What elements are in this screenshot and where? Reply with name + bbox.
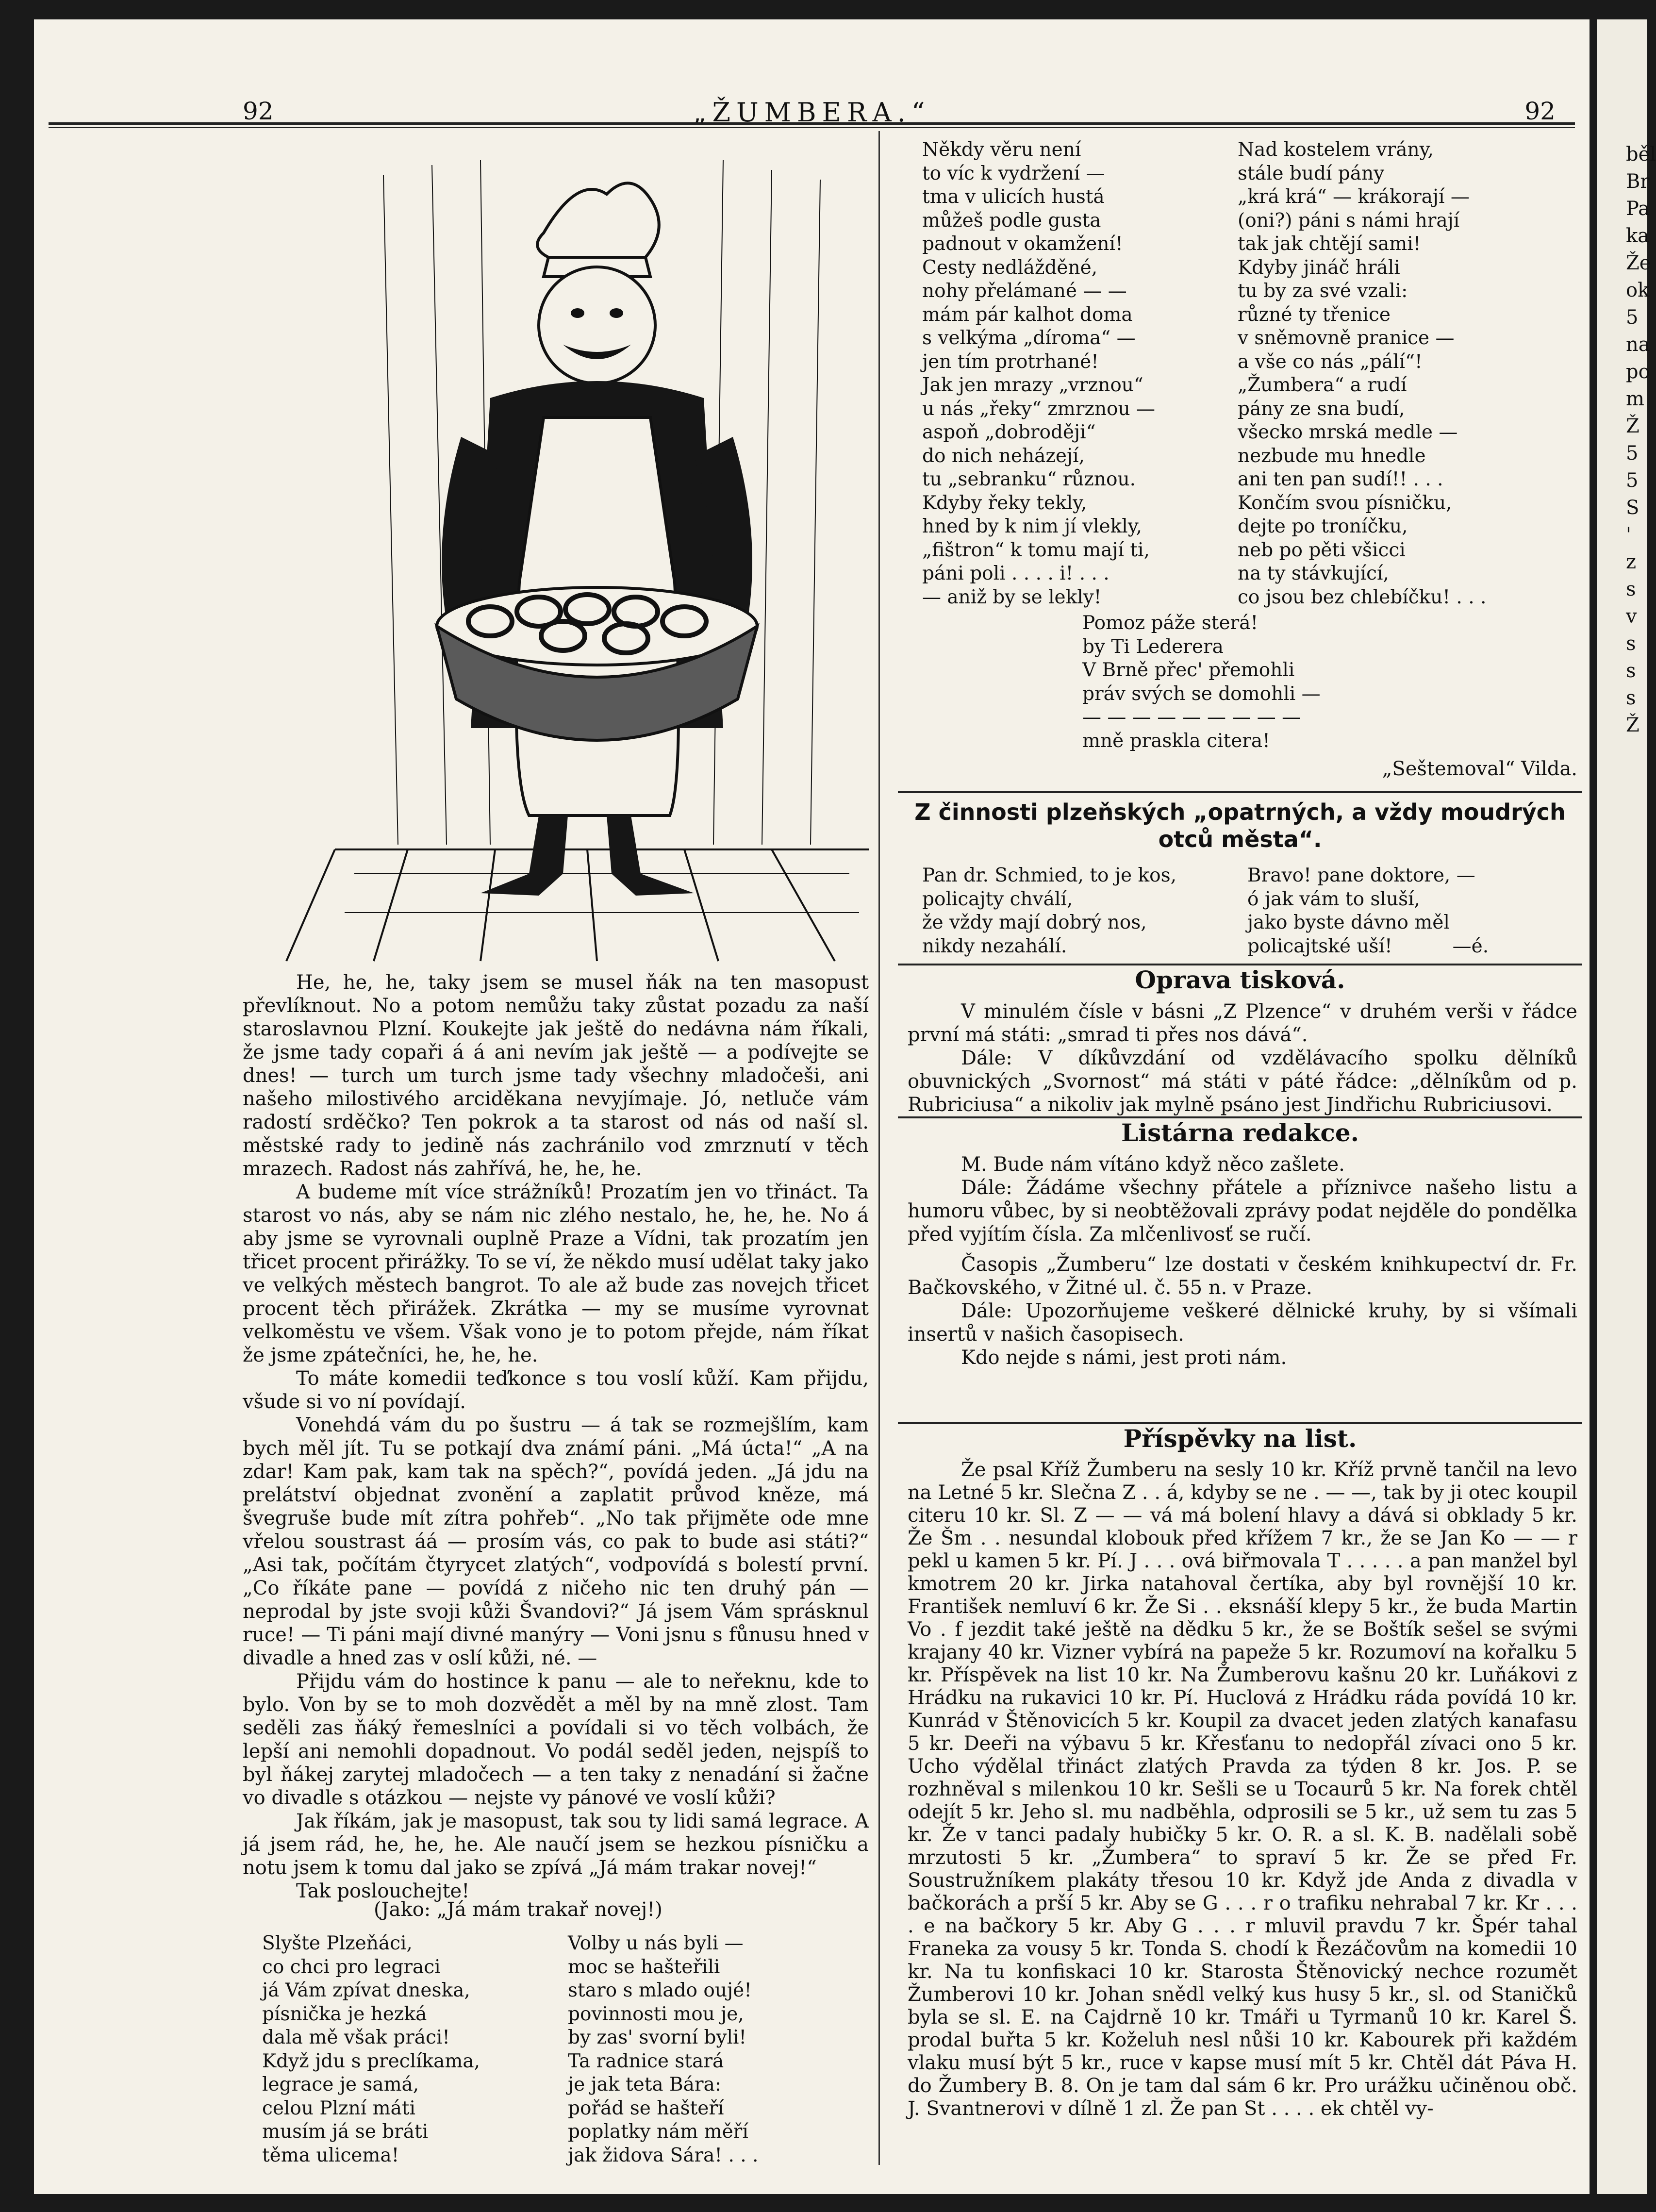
next-page-fragment: běl Br Pa ka Že ok 5 na po m Ž 5 5 S ' z s v s s s Ž: [1626, 143, 1656, 736]
left-column-article: [243, 971, 869, 1903]
section-prispevky-body: [908, 1459, 1577, 2120]
section-title-listarna: Listárna redakce.: [1121, 1118, 1359, 1147]
listarna-paragraph: M. Bude nám vítáno když něco zašlete.: [961, 1153, 1345, 1176]
page-number-left: 92: [243, 97, 274, 125]
listarna-paragraph: Dále: Upozorňujeme veškeré dělnické kruhy, by si všímali insertů v našich časopisech.: [908, 1300, 1577, 1346]
article-paragraph: To máte komedii teďkonce s tou voslí kůží. Kam přijdu, všude si vo ní povídají.: [243, 1367, 869, 1413]
newspaper-page: [34, 19, 1590, 2194]
poem-signature: „Seštemoval“ Vilda.: [1382, 758, 1577, 780]
section-listarna-body: [908, 1153, 1577, 1369]
poem-column-1: Někdy věru není to víc k vydržení — tma v ulicích hustá můžeš podle gusta padnout v okamžení! Cesty nedlážděné, nohy přelámané — — mám pár kalhot doma s velkýma „díroma“ — jen tím protrhané! Jak jen mrazy „vrznou“ u nás „řeky“ zmrznou — aspoň „dobroději“ do nich neházejí, tu „sebranku“ různou. Kdyby řeky tekly, hned by k nim jí vlekly, „fištron“ k tomu mají ti, páni poli . . . . i! . . . — aniž by se lekly!: [922, 139, 1156, 608]
article-paragraph: Vonehdá vám du po šustru — á tak se rozmejšlím, kam bych měl jít. Tu se potkají dva známí páni. „Má úcta!“ „A na zdar! Kam pak, kam tak na spěch?“, povídá jeden. „Já jdu na prelátství objednat zvonění a zaplatit průvod kněze, má švegruše bude mít zítra pohřeb“. „No tak přijměte ode mne vřelou soustrast áá — prosím vás, co pak to bude asi státi?“ „Asi tak, počítám čtyrycet zlatých“, vodpovídá s bolestí první. „Co říkáte pane — povídá z ničeho nic ten druhý pán — neprodal by jste svoji kůži Švandovi?“ Já jsem Vám sprásknul ruce! — Ti páni mají divné manýry — Voni jsnu s fůnusu hned v divadle a hned zas v oslí kůži, né. —: [243, 1414, 869, 1669]
listarna-paragraph: Časopis „Žumberu“ lze dostati v českém knihkupectví dr. Fr. Bačkovského, v Žitné ul. č. 55 n. v Praze.: [908, 1253, 1577, 1299]
poem-tail: Pomoz páže sterá! by Ti Lederera V Brně přec' přemohli práv svých se domohli — — — — — — — — — — mně praskla citera!: [1082, 612, 1321, 752]
prispevky-paragraph: Že psal Kříž Žumberu na sesly 10 kr. Kříž prvně tančil na levo na Letné 5 kr. Slečna Z . . á, kdyby se ne . — —, tak by ji otec koupil citeru 10 kr. Sl. Z — — vá má bolení hlavy a dává si obklady 5 kr. Že Šm . . nesundal klobouk před křížem 7 kr., že se Jan Ko — — r pekl u kamen 5 kr. Pí. J . . . ová biřmovala T . . . . . a pan manžel byl kmotrem 20 kr. Jirka natahoval čertíka, aby byl rovnější 10 kr. František nemluví 6 kr. Že Si . . eksnáší klepy 5 kr., že buda Martin Vo . f jezdit také ještě na dědku 5 kr., že se Boštík sešel se svými krajany 40 kr. Vizner vybírá na papeže 5 kr. Rozumoví na kořalku 5 kr. Příspěvek na list 10 kr. Na Žumberovu kašnu 20 kr. Luňákovi z Hrádku na rukavici 10 kr. Pí. Huclová z Hrádku ráda povídá 10 kr. Kunrád v Štěnovicích 5 kr. Koupil za dvacet jeden zlatých kanafasu 5 kr. Deeři na výbavu 5 kr. Křesťanu to nedopřál zívaci ono 5 kr. Ucho výdělal třináct zlatých Pravda za týden 8 kr. Jos. P. se rozhněval s milenkou 10 kr. Sešli se u Tocaurů 5 kr. Na forek chtěl odejít 5 kr. Jeho sl. mu nadběhla, odprosili se 5 kr., už sem tu zas 5 kr. Že v tanci padaly hubičky 5 kr. O. R. a sl. K. B. nadělali sobě mrzutosti 5 kr. „Žumbera“ to spraví 5 kr. Že se před Fr. Soustružníkem plakáty třesou 10 kr. Když jde Anda z divadla v bačkorách a prší 5 kr. Aby se G . . . r o trafiku nehrabal 7 kr. Kr . . . . e na bačkory 5 kr. Aby G . . . r mluvil pravdu 7 kr. Špér tahal Franeka za vousy 5 kr. Tonda S. chodí k Řezáčovům na komedii 10 kr. Na tu konfiskaci 10 kr. Starosta Štěnovický nechce rozumět Žumberovi 10 kr. Johan snědl velký kus husy 5 kr., sl. od Staničků byla se sl. E. na Cajdrně 10 kr. Tmáři u Tyrmanů 10 kr. Karel Š. prodal buřta 5 kr. Koželuh nesl nůši 10 kr. Kabourek při každém vlaku musí být 5 kr., ruce v kapse musí mít 5 kr. Chtěl dát Páva H. do Žumbery B. 8. On je tam dal sám 6 kr. Pro urážku učiněnou obč. J. Svantnerovi v dílně 1 zl. Že pan St . . . . ek chtěl vy-: [908, 1459, 1577, 2120]
article-paragraph: A budeme mít více strážníků! Prozatím jen vo třináct. Ta starost vo nás, aby se nám nic zlého nestalo, he, he, he. No á aby jsme se vyrovnali ouplně Praze a Vídni, tak prozatím jen třicet procent přirážky. To se ví, že někdo musí udělat taky jako ve velkých městech bangrot. To ale až bude zas novejch třicet procent těch přirážek. Zkrátka — my se musíme vyrovnat velkoměstu ve všem. Však vono je to potom přejde, nám říkat že jsme zpátečníci, he, he, he.: [243, 1181, 869, 1366]
header-rule: [49, 122, 1575, 125]
oprava-paragraph: V minulém čísle v básni „Z Plzence“ v druhém verši v řádce první má státi: „smrad ti přes nos dává“.: [908, 1000, 1577, 1046]
article-paragraph: He, he, he, taky jsem se musel ňák na ten masopust převlíknout. No a potom nemůžu taky zůstat pozadu za naší staroslavnou Plzní. Koukejte jak ještě do nedávna nám říkali, že jsme tady copaři á á ani nevím jak ještě — a podívejte se dnes! — turch um turch jsme tady všechny mladočeši, ani našeho milostivého arciděkana nevyjímaje. Jó, netluče vám radostí srděčko? Ten pokrok a ta starost od nás od naší sl. městské rady to jedině nás zachránilo vod zmrznutí v těch mrazech. Radost nás zahřívá, he, he, he.: [243, 971, 869, 1180]
header-rule-thin: [49, 127, 1575, 128]
baker-illustration: [335, 146, 869, 961]
listarna-paragraph: Dále: Žádáme všechny přátele a příznivce našeho listu a humoru vůbec, by si neobtěžovali zprávy podat nejděle do pondělka před vyjítím čísla. Za mlčenlivosť se ručí.: [908, 1177, 1577, 1246]
section-oprava-body: [908, 1000, 1577, 1116]
baker-drawing: [335, 146, 869, 961]
section-title-plzen: Z činnosti plzeňských „opatrných, a vždy moudrých otců města“.: [914, 799, 1566, 852]
masthead-title: „ŽUMBERA.“: [693, 97, 931, 128]
song-tune-line: (Jako: „Já mám trakař novej!): [374, 1898, 662, 1921]
poem-column-2: Nad kostelem vrány, stále budí pány „krá krá“ — krákorají — (oni?) páni s námi hrají tak jak chtějí sami! Kdyby jináč hráli tu by za své vzali: různé ty třenice v sněmovně pranice — a vše co nás „pálí“! „Žumbera“ a rudí pány ze sna budí, všecko mrská medle — nezbude mu hnedle ani ten pan sudí!! . . . Končím svou písničku, dejte po troníčku, neb po pěti všicci na ty stávkující, co jsou bez chlebíčku! . . .: [1238, 139, 1487, 608]
article-paragraph: Tak poslouchejte!: [296, 1880, 470, 1902]
section-title-prispevky: Příspěvky na list.: [1123, 1424, 1357, 1453]
page-number-right: 92: [1524, 97, 1556, 125]
column-divider: [878, 131, 880, 2165]
song-verse-left: Slyšte Plzeňáci, co chci pro legraci já Vám zpívat dneska, písnička je hezká dala mě však práci! Když jdu s preclíkama, legrace je samá, celou Plzní máti musím já se bráti těma ulicema!: [262, 1932, 480, 2166]
section-divider: [898, 791, 1582, 793]
article-paragraph: Jak říkám, jak je masopust, tak sou ty lidi samá legrace. A já jsem rád, he, he, he. Ale naučí jsem se hezkou písničku a notu jsem k tomu dal jako se zpívá „Já mám trakar novej!“: [243, 1810, 869, 1879]
oprava-paragraph: Dále: V díkůvzdání od vzdělávacího spolku dělníků obuvnických „Svornost“ má státi v páté řádce: „dělníkům od p. Rubriciusa“ a nikoliv jak mylně psáno jest Jindřichu Rubriciusovi.: [908, 1047, 1577, 1116]
article-paragraph: Přijdu vám do hostince k panu — ale to neřeknu, kde to bylo. Von by se to moh dozvědět a měl by na mně zlost. Tam seděli zas ňáký řemeslníci a povídali si vo těch volbách, že lepší ani nemohli dopadnout. Vo podál seděl jeden, nejspíš to byl ňákej zarytej mladočech — a ten taky z nenadání si žačne vo divadle s otázkou — nejste vy pánové ve voslí kůži?: [243, 1670, 869, 1809]
section-plzen-verse-2: Bravo! pane doktore, — ó jak vám to sluší, jako byste dávno měl policajtské uší! —é.: [1247, 865, 1489, 957]
section-title-oprava: Oprava tisková.: [1135, 965, 1345, 994]
next-page-edge: [1597, 19, 1656, 2194]
section-plzen-verse-1: Pan dr. Schmied, to je kos, policajty chválí, že vždy mají dobrý nos, nikdy nezahálí.: [922, 865, 1176, 957]
listarna-paragraph: Kdo nejde s námi, jest proti nám.: [961, 1347, 1287, 1369]
song-verse-right: Volby u nás byli — moc se hašteřili staro s mlado oujé! povinnosti mou je, by zas' svorní byli! Ta radnice stará je jak teta Bára: pořád se hašteří poplatky nám měří jak židova Sára! . . .: [568, 1932, 759, 2166]
